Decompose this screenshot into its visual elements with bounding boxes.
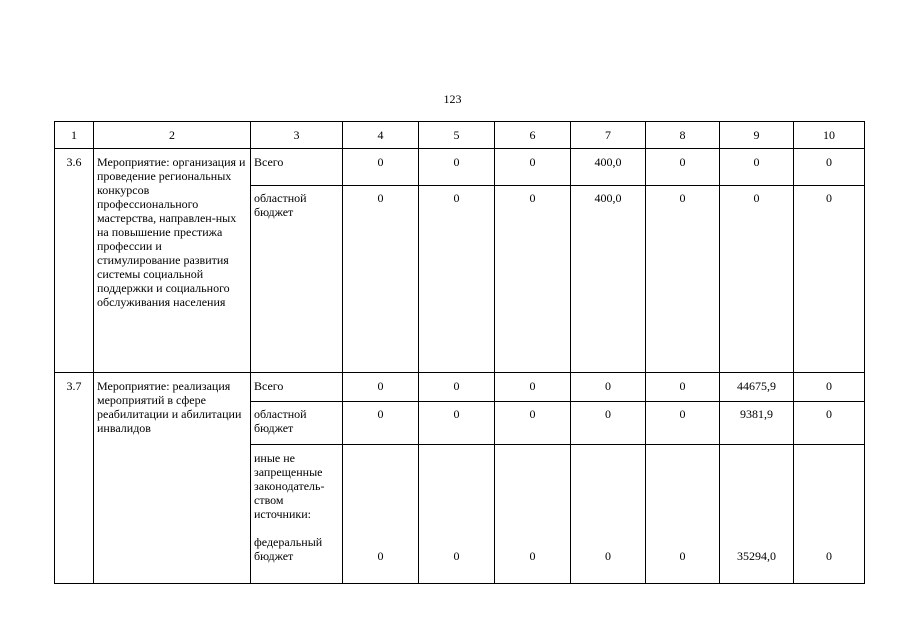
- value-cell: 0: [495, 402, 571, 445]
- page-number: 123: [443, 92, 462, 106]
- value-text: 0: [679, 549, 686, 563]
- value-cell: 0: [419, 373, 495, 402]
- value-cell: 0: [646, 186, 720, 373]
- value-cell: 400,0: [571, 149, 646, 186]
- column-header: 7: [571, 122, 646, 149]
- value-text: 35294,0: [737, 549, 776, 563]
- column-header: 2: [94, 122, 251, 149]
- funding-source: областной бюджет: [251, 402, 343, 445]
- value-cell: [343, 445, 419, 584]
- column-header: 9: [720, 122, 794, 149]
- value-cell: 0: [720, 186, 794, 373]
- value-cell: 0: [571, 373, 646, 402]
- row-description: Мероприятие: организация и проведение региональных конкурсов профессионального мастерства, направлен-ных на повышение престижа профессии и стимулирование развития системы социальной поддержки и социального обслуживания населения: [94, 149, 251, 373]
- funding-source-group: иные не запрещенные законодатель-ством источники:: [254, 451, 325, 521]
- value-cell: [419, 445, 495, 584]
- funding-source: Всего: [251, 373, 343, 402]
- value-cell: 400,0: [571, 186, 646, 373]
- value-cell: 0: [495, 186, 571, 373]
- column-header: 8: [646, 122, 720, 149]
- value-cell: [646, 445, 720, 584]
- table-row: [55, 149, 865, 186]
- budget-table: [54, 121, 865, 584]
- value-cell: [495, 445, 571, 584]
- value-cell: 0: [343, 373, 419, 402]
- value-cell: 0: [646, 373, 720, 402]
- value-cell: 0: [343, 149, 419, 186]
- value-cell: 0: [571, 402, 646, 445]
- spacer: [254, 521, 339, 535]
- value-cell: [571, 445, 646, 584]
- value-cell: 0: [343, 402, 419, 445]
- value-text: 0: [605, 549, 611, 563]
- value-cell: [794, 445, 865, 584]
- row-code: 3.7: [55, 373, 94, 584]
- column-header: 5: [419, 122, 495, 149]
- value-cell: 0: [419, 186, 495, 373]
- value-cell: 0: [646, 149, 720, 186]
- value-cell: [720, 445, 794, 584]
- column-header: 1: [55, 122, 94, 149]
- funding-source: [251, 445, 343, 584]
- funding-source-sub: федеральный бюджет: [254, 535, 323, 563]
- table-row: [55, 373, 865, 402]
- value-cell: 0: [343, 186, 419, 373]
- header-row: [55, 122, 865, 149]
- funding-source: Всего: [251, 149, 343, 186]
- value-cell: 0: [794, 186, 865, 373]
- value-cell: 0: [419, 149, 495, 186]
- value-cell: 0: [495, 149, 571, 186]
- value-cell: 0: [419, 402, 495, 445]
- funding-source: областной бюджет: [251, 186, 343, 373]
- value-text: 0: [377, 549, 384, 563]
- value-cell: 0: [646, 402, 720, 445]
- row-code: 3.6: [55, 149, 94, 373]
- column-header: 10: [794, 122, 865, 149]
- value-cell: 0: [720, 149, 794, 186]
- value-text: 0: [529, 549, 536, 563]
- value-cell: 9381,9: [720, 402, 794, 445]
- value-cell: 0: [794, 149, 865, 186]
- value-cell: 0: [794, 373, 865, 402]
- value-cell: 44675,9: [720, 373, 794, 402]
- column-header: 4: [343, 122, 419, 149]
- value-text: 0: [826, 549, 832, 563]
- value-cell: 0: [495, 373, 571, 402]
- value-cell: 0: [794, 402, 865, 445]
- value-text: 0: [453, 549, 460, 563]
- column-header: 6: [495, 122, 571, 149]
- column-header: 3: [251, 122, 343, 149]
- row-description: Мероприятие: реализация мероприятий в сфере реабилитации и абилитации инвалидов: [94, 373, 251, 584]
